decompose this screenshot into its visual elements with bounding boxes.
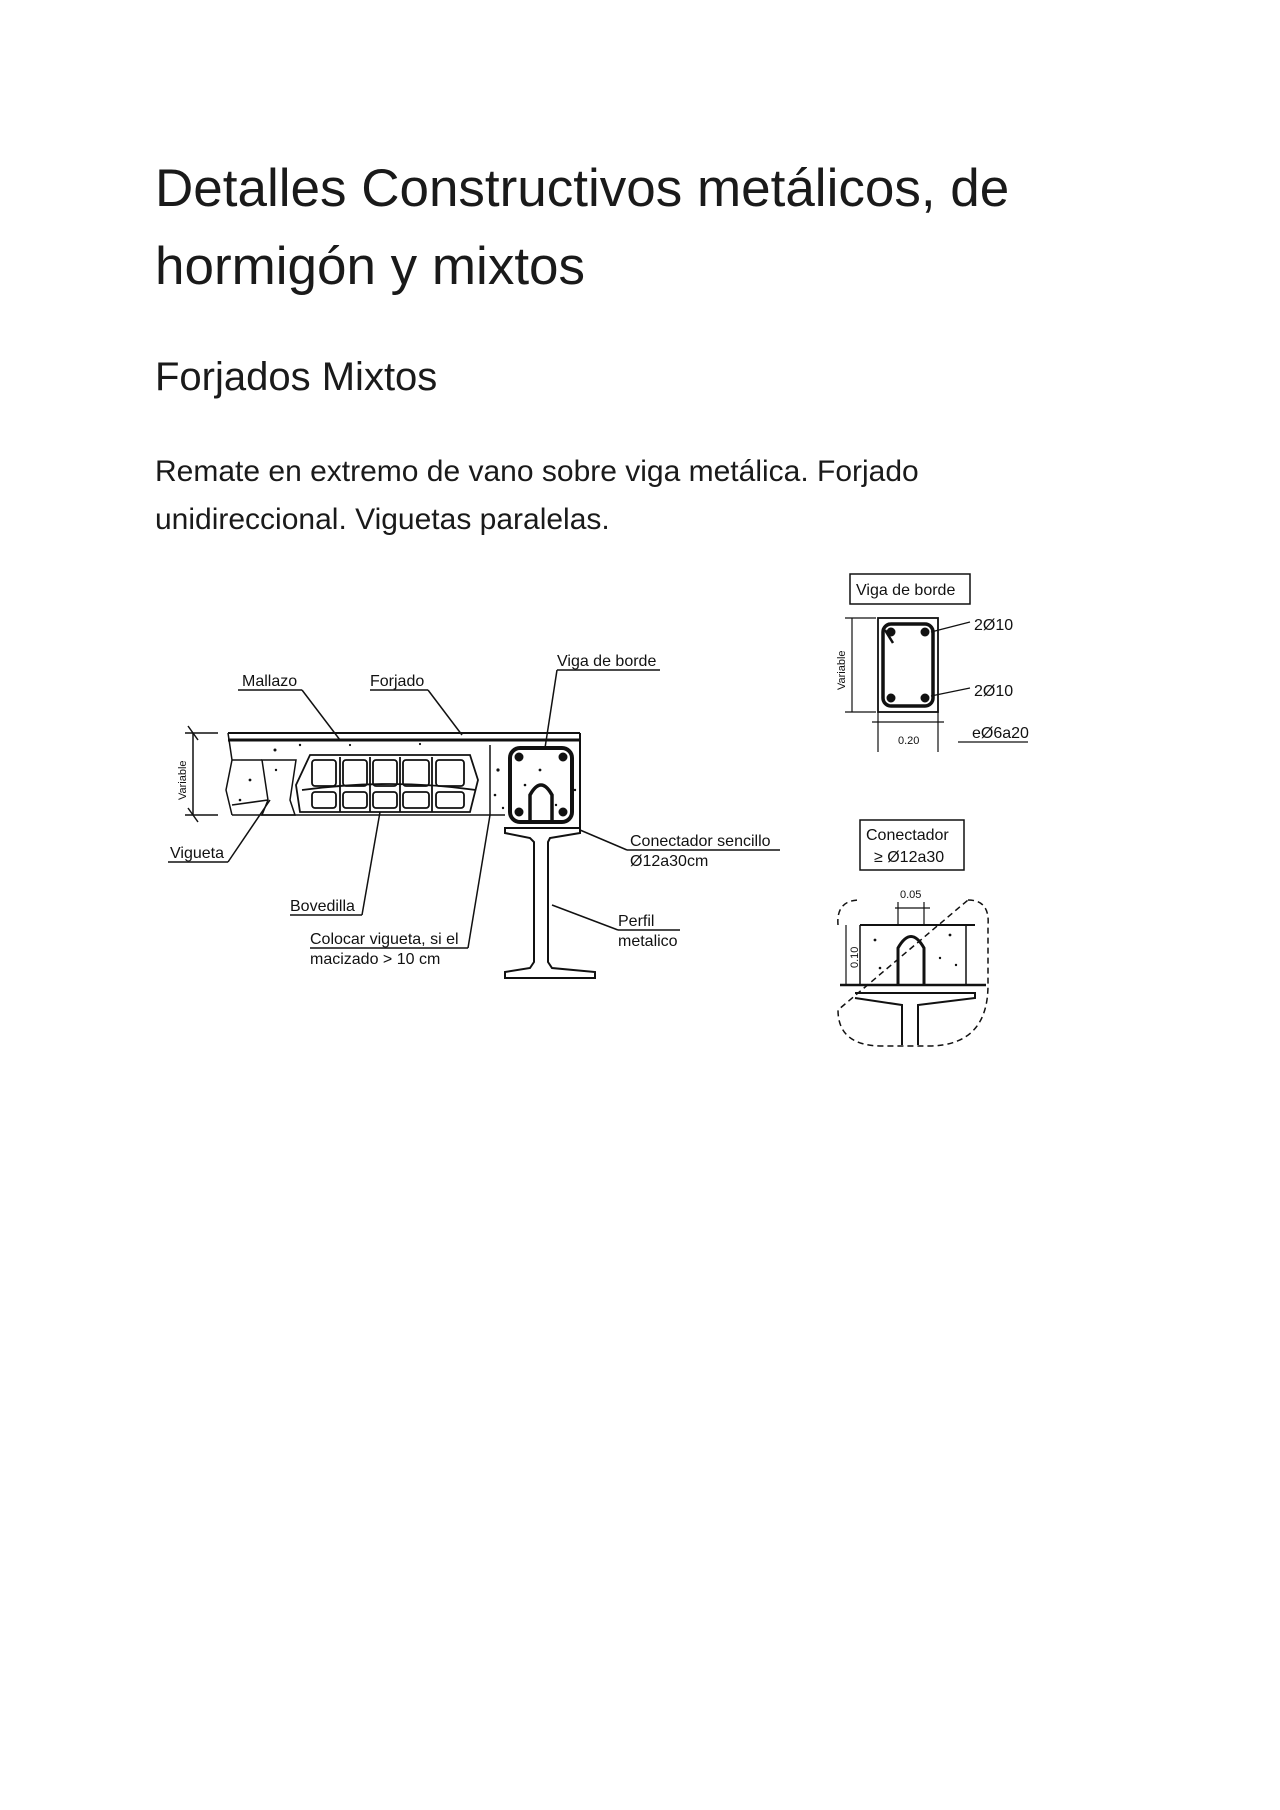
detail-title-viga-de-borde: Viga de borde xyxy=(856,582,956,599)
label-colocar-2: macizado > 10 cm xyxy=(310,951,441,968)
connector-dim-side: 0.10 xyxy=(849,946,861,968)
label-perfil-2: metalico xyxy=(618,933,678,950)
connector-dim-top: 0.05 xyxy=(900,889,922,901)
label-viga-de-borde: Viga de borde xyxy=(557,653,657,670)
detail-label-variable: Variable xyxy=(836,650,848,690)
label-conectador-2: Ø12a30cm xyxy=(630,853,709,870)
label-conectador-1: Conectador sencillo xyxy=(630,833,771,850)
section-title: Forjados Mixtos xyxy=(155,355,438,399)
connector-title-2: ≥ Ø12a30 xyxy=(874,849,945,866)
variable-dimension xyxy=(185,726,218,822)
label-mallazo: Mallazo xyxy=(242,673,298,690)
label-vigueta: Vigueta xyxy=(170,845,224,862)
edge-beam-cage xyxy=(510,748,572,822)
label-variable: Variable xyxy=(177,760,189,800)
detail-label-stirrups: eØ6a20 xyxy=(972,725,1029,742)
label-perfil-1: Perfil xyxy=(618,913,655,930)
connector-title-1: Conectador xyxy=(866,827,949,844)
detail-label-bars-bottom: 2Ø10 xyxy=(974,683,1014,700)
bovedilla-block xyxy=(296,755,478,812)
detail-label-width: 0.20 xyxy=(898,735,920,747)
steel-i-beam xyxy=(505,828,595,978)
label-forjado: Forjado xyxy=(370,673,425,690)
label-colocar-1: Colocar vigueta, si el xyxy=(310,931,459,948)
page-title: Detalles Constructivos metálicos, de hormigón y mixtos xyxy=(155,159,1010,296)
main-slab-section xyxy=(168,670,780,978)
body-paragraph: Remate en extremo de vano sobre viga metálica. Forjado unidireccional. Viguetas paralelas. xyxy=(155,455,919,536)
label-bovedilla: Bovedilla xyxy=(290,898,355,915)
detail-label-bars-top: 2Ø10 xyxy=(974,617,1014,634)
